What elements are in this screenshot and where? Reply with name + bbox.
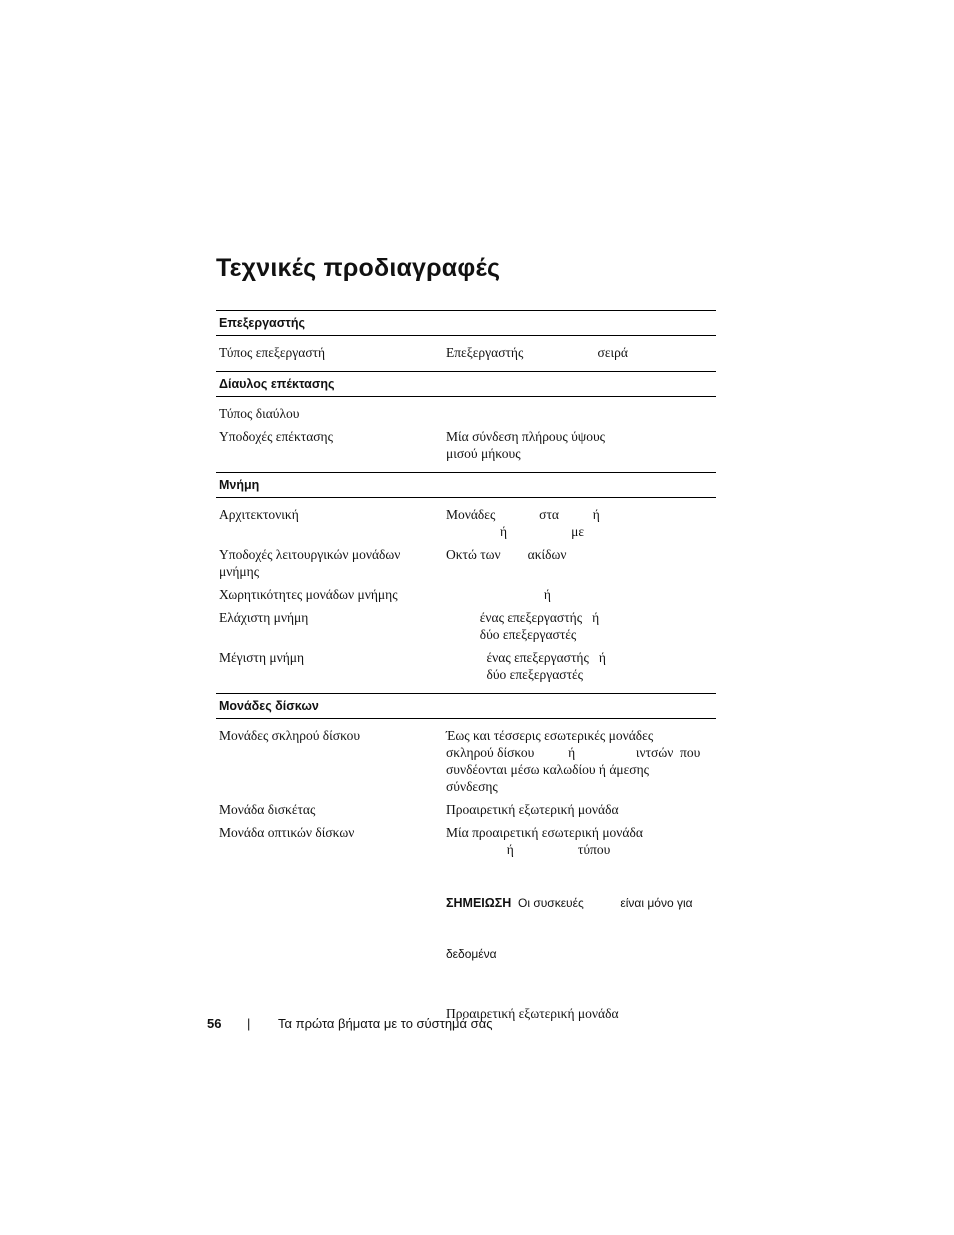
- spec-value: ή: [446, 587, 551, 602]
- section-header: Μνήμη: [216, 473, 716, 498]
- spec-row: [216, 506, 716, 540]
- footer-text: Τα πρώτα βήματα με το σύστημά σας: [278, 1016, 493, 1031]
- spec-row: [216, 609, 716, 643]
- footer-separator: |: [247, 1016, 251, 1031]
- note: [446, 861, 716, 997]
- spec-label: Τύπος διαύλου: [219, 406, 300, 421]
- spec-row: [216, 405, 716, 422]
- spec-label: Μονάδες σκληρού δίσκου: [219, 728, 361, 743]
- spec-table: [216, 310, 716, 1032]
- page-title: Τεχνικές προδιαγραφές: [216, 254, 501, 282]
- spec-row: [216, 344, 716, 361]
- spec-label: Υποδοχές λειτουργικών μονάδων μνήμης: [219, 547, 401, 579]
- spec-label: Υποδοχές επέκτασης: [219, 429, 333, 444]
- note-text-cont: δεδομένα: [446, 947, 497, 961]
- section-expansion-bus: [216, 371, 716, 472]
- spec-value: ένας επεξεργαστής ή δύο επεξεργαστές: [446, 610, 600, 642]
- section-processor: [216, 310, 716, 371]
- spec-row: [216, 649, 716, 683]
- spec-value: Προαιρετική εξωτερική μονάδα: [446, 802, 619, 817]
- section-header: Δίαυλος επέκτασης: [216, 372, 716, 397]
- spec-value: [446, 405, 716, 422]
- spec-row: [216, 428, 716, 462]
- spec-label: Χωρητικότητες μονάδων μνήμης: [219, 587, 398, 602]
- section-drives: [216, 693, 716, 1032]
- spec-value: Έως και τέσσερις εσωτερικές μονάδες σκληρού δίσκου ή ιντσών που συνδέονται μέσω καλωδίου ή άμεσης σύνδεσης: [446, 728, 701, 794]
- section-memory: [216, 472, 716, 693]
- spec-value: Οκτώ των ακίδων: [446, 547, 567, 562]
- page-number: 56: [207, 1016, 222, 1031]
- spec-label: Ελάχιστη μνήμη: [219, 610, 309, 625]
- note-text: Οι συσκευές είναι μόνο για: [511, 896, 693, 910]
- spec-value: ένας επεξεργαστής ή δύο επεξεργαστές: [446, 650, 606, 682]
- spec-label: Μονάδα οπτικών δίσκων: [219, 825, 355, 840]
- section-header: Μονάδες δίσκων: [216, 694, 716, 719]
- spec-label: Μονάδα δισκέτας: [219, 802, 316, 817]
- spec-row: [216, 546, 716, 580]
- spec-value: Μία προαιρετική εσωτερική μονάδα ή τύπου ΣΗΜΕΙΩΣΗ Οι συσκευές είναι μόνο για δεδομένα Προαιρετική εξωτερική μονάδα: [446, 824, 716, 1022]
- spec-label: Αρχιτεκτονική: [219, 507, 299, 522]
- section-header: Επεξεργαστής: [216, 311, 716, 336]
- note-label: ΣΗΜΕΙΩΣΗ: [446, 896, 512, 910]
- spec-row: [216, 727, 716, 795]
- spec-row: [216, 586, 716, 603]
- spec-value: Επεξεργαστής σειρά: [446, 345, 628, 360]
- spec-label: Τύπος επεξεργαστή: [219, 345, 326, 360]
- spec-value: Μία σύνδεση πλήρους ύψους μισού μήκους: [446, 429, 606, 461]
- spec-value-extra: Προαιρετική εξωτερική μονάδα: [446, 1006, 619, 1021]
- spec-value: Μονάδες στα ή ή με: [446, 507, 600, 539]
- spec-row: [216, 824, 716, 1022]
- spec-row: [216, 801, 716, 818]
- spec-label: Μέγιστη μνήμη: [219, 650, 305, 665]
